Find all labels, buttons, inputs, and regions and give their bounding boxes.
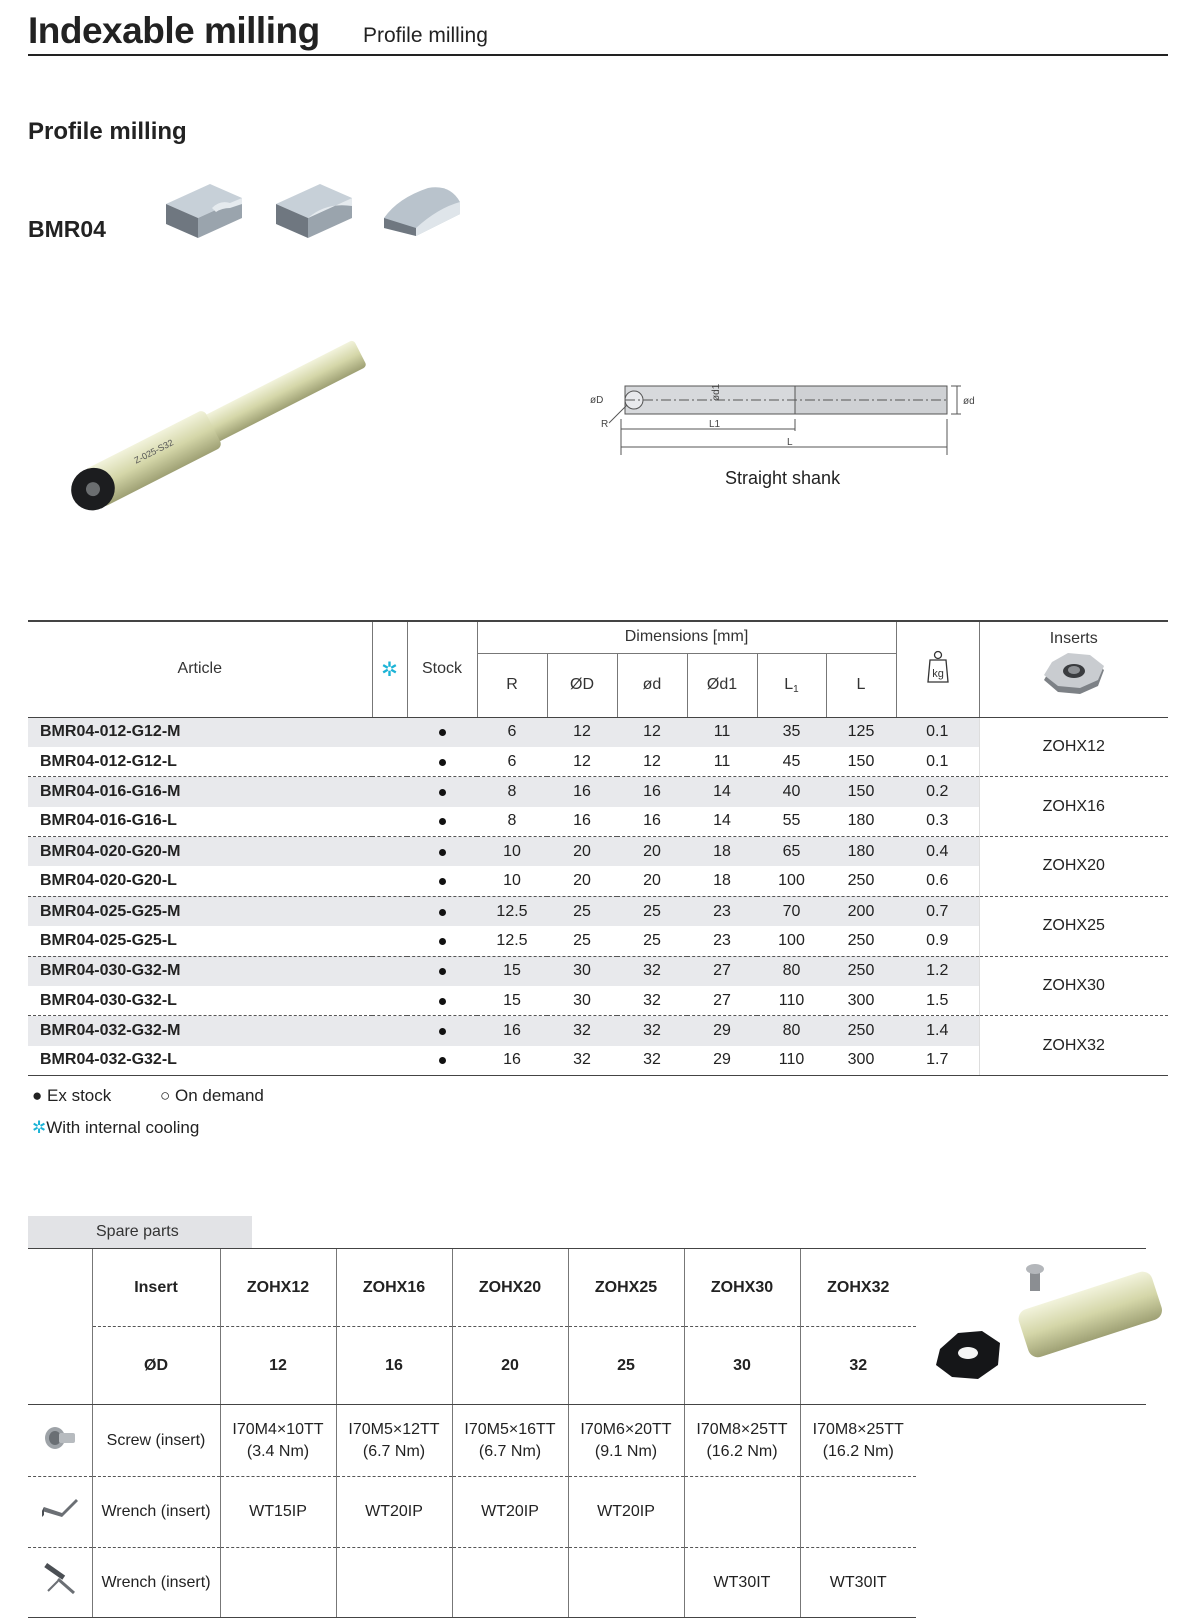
cell-kg: 0.3 xyxy=(926,812,949,830)
spare-row xyxy=(28,1548,1146,1618)
cell-L: 180 xyxy=(847,812,875,830)
tool-photo xyxy=(50,340,390,520)
cell-d: 12 xyxy=(643,752,661,770)
insert-cell: ZOHX16 xyxy=(979,777,1168,837)
spare-part-value-line: (6.7 Nm) xyxy=(362,1442,426,1460)
cell-kg: 1.2 xyxy=(896,956,979,986)
tech-drawing xyxy=(585,375,985,455)
spare-part-value-line: (6.7 Nm) xyxy=(478,1442,542,1460)
stock-cell xyxy=(407,807,477,837)
stock-cell xyxy=(407,717,477,747)
stock-cell xyxy=(407,896,477,926)
coolant-cell xyxy=(372,1016,407,1046)
cell-D: 32 xyxy=(547,1016,617,1046)
stock-cell xyxy=(407,837,477,867)
article: BMR04-030-G32-M xyxy=(28,956,372,986)
cell-d1: 18 xyxy=(687,837,757,867)
spare-diameter-col: 32 xyxy=(800,1327,916,1405)
article: BMR04-025-G25-L xyxy=(40,931,177,949)
cell-L1: 40 xyxy=(757,777,826,807)
cell-d: 20 xyxy=(643,872,661,890)
col-d1: Ød1 xyxy=(687,653,757,717)
cell-kg: 0.9 xyxy=(926,931,949,949)
spare-part-value-line: WT20IP xyxy=(597,1503,655,1520)
ex-stock-dot-icon xyxy=(439,938,446,945)
col-dimensions: Dimensions [mm] xyxy=(477,621,896,653)
insert-cell: ZOHX32 xyxy=(979,1016,1168,1076)
cell-kg: 0.4 xyxy=(896,837,979,867)
ex-stock-dot-icon xyxy=(439,909,446,916)
drawing-label-L1: L1 xyxy=(709,419,721,430)
spare-part-value-line: I70M6×20TT xyxy=(580,1420,672,1438)
spare-part-value xyxy=(452,1548,568,1618)
coolant-icon: ✲ xyxy=(381,658,398,681)
cell-kg: 0.7 xyxy=(896,896,979,926)
cell-d: 32 xyxy=(643,991,661,1009)
cell-L: 300 xyxy=(847,991,875,1009)
cell-L1: 65 xyxy=(757,837,826,867)
cell-kg: 1.7 xyxy=(896,1046,979,1076)
spare-part-value-line: WT20IP xyxy=(481,1503,539,1520)
cell-d: 16 xyxy=(643,812,661,830)
spare-insert-label: Insert xyxy=(92,1249,220,1327)
spare-part-value-line: I70M8×25TT xyxy=(812,1420,904,1438)
coolant-cell xyxy=(372,777,407,807)
ex-stock-dot-icon xyxy=(439,759,446,766)
article: BMR04-032-G32-M xyxy=(28,1016,372,1046)
col-L: L xyxy=(826,653,896,717)
spare-diameter-col: 25 xyxy=(568,1327,684,1405)
cell-R: 6 xyxy=(507,752,517,770)
stock-cell xyxy=(407,986,477,1016)
spare-diameter-col: 30 xyxy=(684,1327,800,1405)
wrench-icon xyxy=(28,1477,92,1548)
spare-part-value xyxy=(452,1477,568,1548)
spare-part-value xyxy=(220,1477,336,1548)
cell-d1: 14 xyxy=(713,812,731,830)
col-R: R xyxy=(477,653,547,717)
profile-shape-1-icon xyxy=(160,178,246,242)
cell-d: 25 xyxy=(617,896,687,926)
svg-text:kg: kg xyxy=(931,667,944,680)
drawing-label-d1: ød1 xyxy=(711,383,722,401)
insert-cell: ZOHX20 xyxy=(979,837,1168,897)
spare-d-label: ØD xyxy=(92,1327,220,1405)
drawing-caption: Straight shank xyxy=(725,468,841,488)
inserts-label: Inserts xyxy=(1049,630,1098,647)
cell-kg: 1.4 xyxy=(896,1016,979,1046)
cell-R: 15 xyxy=(477,956,547,986)
spare-part-value xyxy=(336,1477,452,1548)
cell-d: 32 xyxy=(617,956,687,986)
cell-L: 250 xyxy=(847,931,875,949)
cell-L: 250 xyxy=(847,872,875,890)
spare-insert-col: ZOHX20 xyxy=(452,1249,568,1327)
coolant-cell xyxy=(372,837,407,867)
page-header xyxy=(28,6,1168,56)
spare-insert-col: ZOHX12 xyxy=(220,1249,336,1327)
insert-cell: ZOHX30 xyxy=(979,956,1168,1016)
page-subtitle: Profile milling xyxy=(363,24,488,47)
cell-R: 8 xyxy=(507,812,517,830)
table-row xyxy=(28,896,1168,926)
cell-R: 10 xyxy=(477,837,547,867)
spare-insert-col: ZOHX16 xyxy=(336,1249,452,1327)
insert-cell: ZOHX25 xyxy=(979,896,1168,956)
insert-icon xyxy=(1038,650,1110,700)
cell-L1: 45 xyxy=(782,752,801,770)
cell-d1: 14 xyxy=(687,777,757,807)
table-row xyxy=(28,717,1168,747)
cell-kg: 0.1 xyxy=(896,717,979,747)
cell-D: 25 xyxy=(573,931,591,949)
cell-d: 25 xyxy=(643,931,661,949)
cell-R: 16 xyxy=(477,1046,547,1076)
cell-d1: 27 xyxy=(713,991,731,1009)
stock-cell xyxy=(407,1016,477,1046)
spare-part-value-line: WT30IT xyxy=(829,1573,887,1591)
spare-part-value xyxy=(220,1548,336,1618)
cell-L1: 110 xyxy=(757,1046,826,1076)
page-title: Indexable milling xyxy=(28,10,320,51)
cell-L1: 100 xyxy=(778,931,805,949)
section-title: Profile milling xyxy=(28,118,187,145)
cell-D: 12 xyxy=(547,717,617,747)
cell-d: 16 xyxy=(617,777,687,807)
cell-D: 16 xyxy=(573,812,591,830)
ex-stock-dot-icon xyxy=(439,849,446,856)
spare-part-value xyxy=(568,1405,684,1477)
cell-D: 16 xyxy=(547,777,617,807)
cell-kg: 0.6 xyxy=(926,872,949,890)
cell-kg: 1.5 xyxy=(926,991,949,1009)
spare-insert-col: ZOHX25 xyxy=(568,1249,684,1327)
spare-part-value xyxy=(336,1405,452,1477)
ex-stock-dot-icon xyxy=(439,1028,446,1035)
table-row xyxy=(28,1016,1168,1046)
spare-part-value-line: WT20IP xyxy=(365,1503,423,1520)
drawing-label-D: øD xyxy=(590,395,604,406)
spare-part-value-line: (9.1 Nm) xyxy=(594,1442,658,1460)
spare-part-value xyxy=(684,1548,800,1618)
spare-part-value-line: WT30IT xyxy=(713,1573,771,1591)
cell-L: 150 xyxy=(826,777,896,807)
cell-R: 10 xyxy=(503,872,521,890)
cell-d1: 29 xyxy=(687,1046,757,1076)
spare-diameter-col: 12 xyxy=(220,1327,336,1405)
coolant-legend-icon: ✲ xyxy=(32,1118,47,1137)
spare-part-name: Wrench (insert) xyxy=(92,1477,220,1548)
ex-stock-dot-icon xyxy=(439,998,446,1005)
coolant-cell xyxy=(372,956,407,986)
cell-D: 30 xyxy=(573,991,591,1009)
cell-d1: 29 xyxy=(687,1016,757,1046)
spare-part-value-line: I70M5×16TT xyxy=(464,1420,556,1438)
cell-L1: 35 xyxy=(757,717,826,747)
cell-L: 250 xyxy=(826,956,896,986)
spare-part-value xyxy=(800,1405,916,1477)
cell-L1: 100 xyxy=(778,872,805,890)
screw-icon xyxy=(28,1405,92,1477)
coolant-cell xyxy=(372,896,407,926)
series-name: BMR04 xyxy=(28,216,106,242)
ex-stock-dot-icon xyxy=(439,818,446,825)
cell-L1: 80 xyxy=(757,956,826,986)
spare-part-value xyxy=(568,1548,684,1618)
assembly-photo xyxy=(916,1249,1146,1405)
cell-d1: 11 xyxy=(713,752,731,770)
stock-cell xyxy=(407,1046,477,1076)
article: BMR04-012-G12-M xyxy=(28,717,372,747)
coolant-cell xyxy=(372,747,407,777)
ex-stock-dot-icon xyxy=(439,968,446,975)
drawing-label-R: R xyxy=(601,419,609,430)
coolant-cell xyxy=(372,866,407,896)
coolant-cell xyxy=(372,1046,407,1076)
cell-L1: 80 xyxy=(757,1016,826,1046)
svg-text:Z-025-S32: Z-025-S32 xyxy=(132,437,175,466)
spare-part-value xyxy=(684,1477,800,1548)
cell-d: 32 xyxy=(617,1046,687,1076)
spare-parts-table xyxy=(28,1248,1146,1618)
article: BMR04-012-G12-L xyxy=(40,752,177,770)
spare-part-value xyxy=(452,1405,568,1477)
cell-d: 12 xyxy=(617,717,687,747)
table-row xyxy=(28,956,1168,986)
cell-R: 6 xyxy=(477,717,547,747)
stock-legend xyxy=(32,1086,308,1106)
spare-part-value-line: (16.2 Nm) xyxy=(706,1442,778,1460)
weight-icon xyxy=(926,650,950,684)
cell-R: 12.5 xyxy=(477,896,547,926)
stock-cell xyxy=(407,777,477,807)
col-inserts xyxy=(979,621,1168,717)
cell-R: 15 xyxy=(503,991,521,1009)
profile-shape-2-icon xyxy=(270,178,356,242)
spare-diameter-col: 20 xyxy=(452,1327,568,1405)
cell-L1: 110 xyxy=(778,991,805,1009)
cell-R: 16 xyxy=(477,1016,547,1046)
article: BMR04-020-G20-L xyxy=(40,872,177,890)
col-stock: Stock xyxy=(407,621,477,717)
col-weight xyxy=(896,621,979,717)
ex-stock-dot-icon xyxy=(439,729,446,736)
cell-L: 180 xyxy=(826,837,896,867)
ex-stock-dot-icon xyxy=(439,789,446,796)
spare-parts-tab: Spare parts xyxy=(28,1216,252,1248)
spare-part-value-line: I70M8×25TT xyxy=(696,1420,788,1438)
cell-kg: 0.1 xyxy=(926,752,949,770)
spare-part-value xyxy=(336,1548,452,1618)
stock-cell xyxy=(407,866,477,896)
stock-cell xyxy=(407,956,477,986)
cell-L: 250 xyxy=(826,1016,896,1046)
col-coolant xyxy=(372,621,407,717)
spare-part-value xyxy=(684,1405,800,1477)
spare-part-name: Wrench (insert) xyxy=(92,1548,220,1618)
drawing-label-L: L xyxy=(787,437,793,448)
cell-D: 25 xyxy=(547,896,617,926)
spare-part-value xyxy=(568,1477,684,1548)
cell-D: 30 xyxy=(547,956,617,986)
product-table xyxy=(28,620,1168,1076)
cell-D: 12 xyxy=(573,752,591,770)
cell-L: 125 xyxy=(826,717,896,747)
spare-part-value-line: WT15IP xyxy=(249,1503,307,1520)
coolant-cell xyxy=(372,717,407,747)
assembly-photo-image xyxy=(918,1249,1144,1399)
cell-D: 20 xyxy=(547,837,617,867)
t-wrench-icon xyxy=(28,1548,92,1618)
spare-row xyxy=(28,1405,1146,1477)
article: BMR04-025-G25-M xyxy=(28,896,372,926)
cell-R: 12.5 xyxy=(496,931,528,949)
cell-d1: 18 xyxy=(713,872,731,890)
spare-part-value xyxy=(800,1548,916,1618)
profile-shape-3-icon xyxy=(378,178,464,242)
spare-insert-col: ZOHX30 xyxy=(684,1249,800,1327)
cell-L: 150 xyxy=(847,752,875,770)
col-article: Article xyxy=(28,621,372,717)
cell-d1: 27 xyxy=(687,956,757,986)
legend-ex-stock: ● Ex stock xyxy=(32,1086,112,1105)
legend-cooling: ✲With internal cooling xyxy=(32,1118,200,1137)
legend-on-demand: ○ On demand xyxy=(160,1086,264,1105)
cell-D: 20 xyxy=(573,872,591,890)
cell-D: 32 xyxy=(547,1046,617,1076)
spare-part-value-line: I70M5×12TT xyxy=(348,1420,440,1438)
ex-stock-dot-icon xyxy=(439,1057,446,1064)
spare-part-value xyxy=(800,1477,916,1548)
drawing-label-d: ød xyxy=(963,396,975,407)
spare-insert-col: ZOHX32 xyxy=(800,1249,916,1327)
article: BMR04-020-G20-M xyxy=(28,837,372,867)
stock-cell xyxy=(407,747,477,777)
col-L1: L1 xyxy=(757,653,826,717)
cell-L1: 55 xyxy=(782,812,801,830)
article: BMR04-032-G32-L xyxy=(28,1046,372,1076)
cell-kg: 0.2 xyxy=(896,777,979,807)
spare-part-value-line: (16.2 Nm) xyxy=(822,1442,894,1460)
coolant-cell xyxy=(372,926,407,956)
coolant-cell xyxy=(372,807,407,837)
spare-part-value xyxy=(220,1405,336,1477)
cell-d1: 23 xyxy=(713,931,731,949)
cell-d1: 11 xyxy=(687,717,757,747)
table-row xyxy=(28,837,1168,867)
spare-row xyxy=(28,1477,1146,1548)
spare-part-value-line: (3.4 Nm) xyxy=(246,1442,310,1460)
cell-R: 8 xyxy=(477,777,547,807)
article: BMR04-016-G16-M xyxy=(28,777,372,807)
insert-cell: ZOHX12 xyxy=(979,717,1168,777)
cell-L1: 70 xyxy=(757,896,826,926)
spare-part-value-line: I70M4×10TT xyxy=(232,1420,324,1438)
col-D: ØD xyxy=(547,653,617,717)
spare-part-name: Screw (insert) xyxy=(92,1405,220,1477)
article: BMR04-030-G32-L xyxy=(40,991,177,1009)
cell-L: 300 xyxy=(826,1046,896,1076)
spare-diameter-col: 16 xyxy=(336,1327,452,1405)
cell-L: 200 xyxy=(826,896,896,926)
cell-d1: 23 xyxy=(687,896,757,926)
ex-stock-dot-icon xyxy=(439,878,446,885)
stock-cell xyxy=(407,926,477,956)
table-row xyxy=(28,777,1168,807)
cell-d: 20 xyxy=(617,837,687,867)
article: BMR04-016-G16-L xyxy=(40,812,177,830)
col-d: ød xyxy=(617,653,687,717)
cell-d: 32 xyxy=(617,1016,687,1046)
coolant-cell xyxy=(372,986,407,1016)
